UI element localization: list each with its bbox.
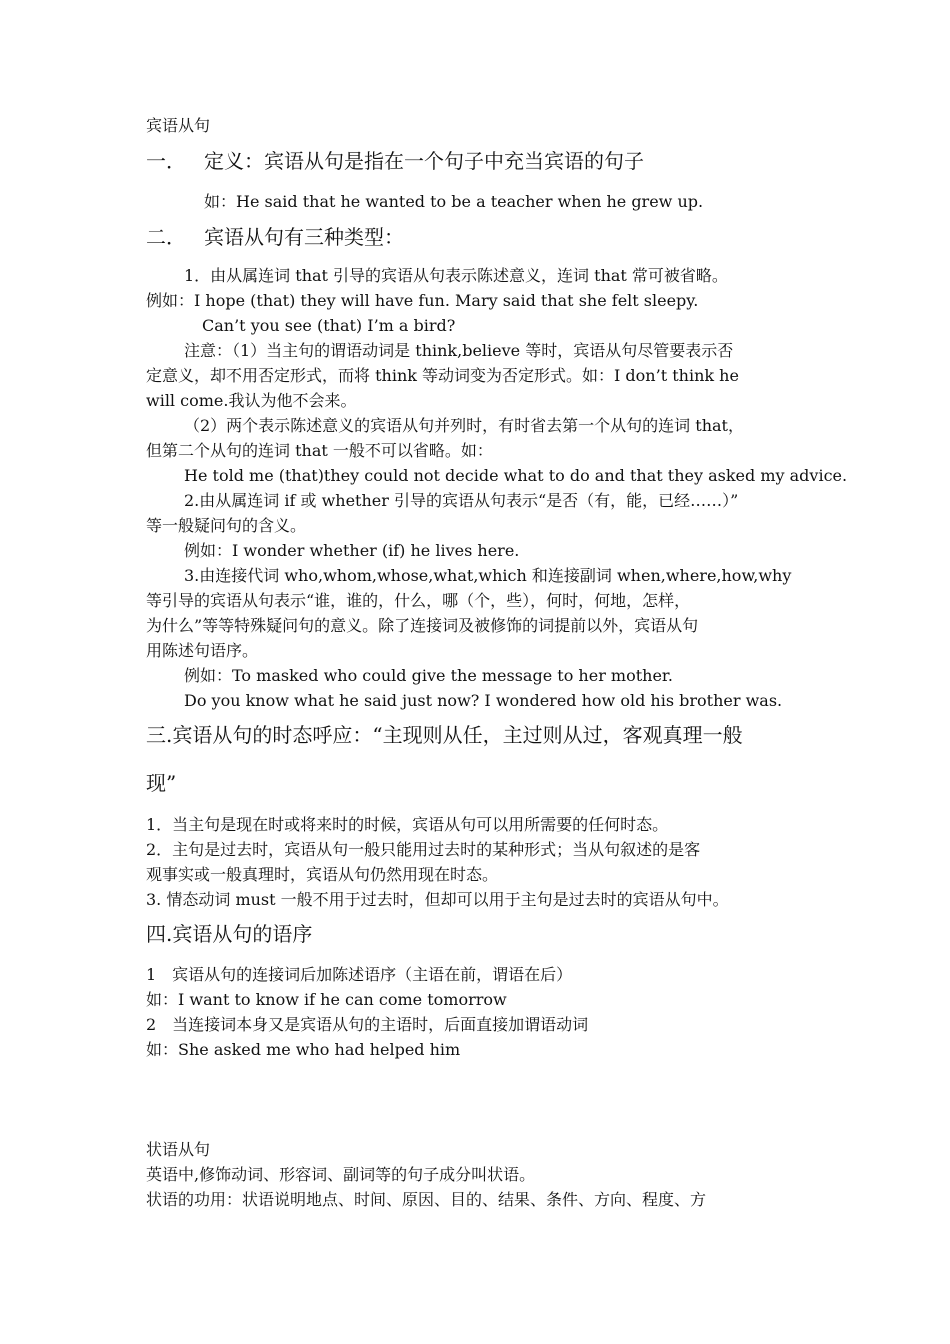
word-order-example-1: 如：I want to know if he can come tomorrow	[146, 990, 507, 1009]
section-title: 宾语从句	[146, 116, 211, 135]
heading-4: 四.宾语从句的语序	[146, 922, 313, 946]
tense-rule-1: 1．当主句是现在时或将来时的时候，宾语从句可以用所需要的任何时态。	[146, 815, 669, 834]
heading-1-example: 如：He said that he wanted to be a teacher when he grew up.	[204, 192, 704, 211]
type-2-example: 例如：I wonder whether (if) he lives here.	[184, 541, 520, 560]
tense-rule-2-line-1: 2．主句是过去时，宾语从句一般只能用过去时的某种形式；当从句叙述的是客	[146, 840, 701, 859]
adverbial-function: 状语的功用：状语说明地点、时间、原因、目的、结果、条件、方向、程度、方	[146, 1190, 707, 1209]
type-1-example-1: 例如：I hope (that) they will have fun. Mary said that she felt sleepy.	[146, 291, 699, 310]
heading-2-text: 宾语从句有三种类型：	[204, 225, 404, 249]
note-2-example: He told me (that)they could not decide what to do and that they asked my advice.	[184, 466, 848, 485]
tense-rule-2-line-2: 观事实或一般真理时，宾语从句仍然用现在时态。	[146, 865, 499, 884]
type-3-example-2: Do you know what he said just now? I wondered how old his brother was.	[184, 691, 783, 710]
word-order-example-2: 如：She asked me who had helped him	[146, 1040, 461, 1059]
type-3-line-1: 3.由连接代词 who,whom,whose,what,which 和连接副词 when,where,how,why	[184, 566, 792, 585]
type-1-example-2: Can’t you see (that) I’m a bird?	[202, 316, 456, 335]
type-1-text: 1．由从属连词 that 引导的宾语从句表示陈述意义，连词 that 常可被省略。	[184, 266, 728, 285]
type-3-example-1: 例如：To masked who could give the message to her mother.	[184, 666, 673, 685]
heading-1	[146, 148, 644, 174]
heading-3-line-1: 三.宾语从句的时态呼应：“主现则从任，主过则从过，客观真理一般	[146, 723, 743, 747]
note-2-line-1: （2）两个表示陈述意义的宾语从句并列时，有时省去第一个从句的连词 that，	[184, 416, 744, 435]
adverbial-definition: 英语中,修饰动词、形容词、副词等的句子成分叫状语。	[146, 1165, 536, 1184]
type-3-line-3: 为什么”等等特殊疑问句的意义。除了连接词及被修饰的词提前以外，宾语从句	[146, 616, 699, 635]
heading-3-line-2: 现”	[146, 771, 177, 795]
type-2-line-2: 等一般疑问句的含义。	[146, 516, 307, 535]
heading-1-text: 定义：宾语从句是指在一个句子中充当宾语的句子	[204, 149, 644, 173]
type-3-line-2: 等引导的宾语从句表示“谁，谁的，什么，哪（个，些），何时，何地，怎样，	[146, 591, 691, 610]
heading-1-number: 一．	[146, 149, 186, 173]
word-order-rule-2: 2 当连接词本身又是宾语从句的主语时，后面直接加谓语动词	[146, 1015, 589, 1034]
type-3-line-4: 用陈述句语序。	[146, 641, 259, 660]
type-2-line-1: 2.由从属连词 if 或 whether 引导的宾语从句表示“是否（有，能，已经……）”	[184, 491, 739, 510]
note-2-line-2: 但第二个从句的连词 that 一般不可以省略。如：	[146, 441, 493, 460]
heading-2	[146, 224, 404, 250]
note-1-line-3: will come.我认为他不会来。	[146, 391, 357, 410]
word-order-rule-1: 1 宾语从句的连接词后加陈述语序（主语在前，谓语在后）	[146, 965, 573, 984]
tense-rule-3: 3. 情态动词 must 一般不用于过去时，但却可以用于主句是过去时的宾语从句中。	[146, 890, 729, 909]
note-1-line-1: 注意：（1）当主句的谓语动词是 think,believe 等时，宾语从句尽管要表示否	[184, 341, 734, 360]
adverbial-title: 状语从句	[146, 1140, 211, 1159]
heading-2-number: 二．	[146, 225, 186, 249]
note-1-line-2: 定意义，却不用否定形式，而将 think 等动词变为否定形式。如：I don’t think he	[146, 366, 739, 385]
